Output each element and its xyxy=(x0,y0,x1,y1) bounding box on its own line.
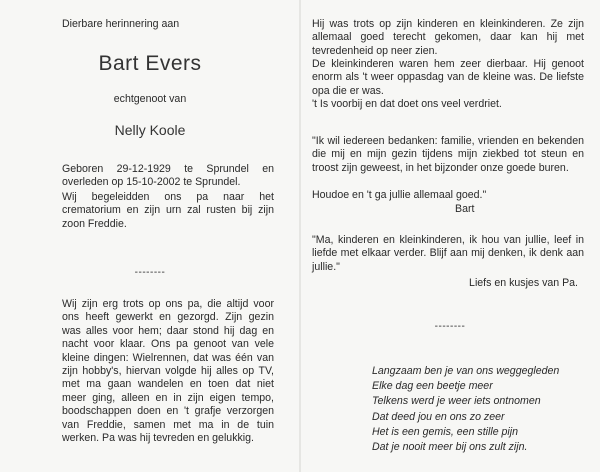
intro-text: Dierbare herinnering aan xyxy=(62,18,180,30)
separator-left: -------- xyxy=(134,267,166,278)
birth-death-text: Geboren 29-12-1929 te Sprundel en overleden op 15-10-2002 te Sprundel. xyxy=(62,163,274,189)
life-story-text: Wij zijn erg trots op ons pa, die altijd voor ons heeft gewerkt en gezorgd. Zijn gezin was alles voor hem; daar stond hij dag en nacht voor klaar. Ons pa genoot van vele kleine dingen: Wielrennen, dat was één van zijn hobby's, hiervan volgde hij alles op TV, met ma gaan wandelen en toen dat niet meer ging, alleen en in zijn eigen tempo, boodschappen doen en 't grafje verzorgen van Freddie, samen met ma in de tuin werken. Pa was hij tevreden en gelukkig. xyxy=(62,298,274,445)
thanks-quote: "Ik wil iedereen bedanken: familie, vrienden en bekenden die mij en mijn gezin tijdens mijn ziekbed tot steun en troost zijn geweest, in het bijzonder onze goede buren. xyxy=(312,135,584,174)
poem-line: Elke dag een beetje meer xyxy=(372,380,493,393)
poem-line: Dat je nooit meer bij ons zult zijn. xyxy=(372,441,528,454)
deceased-name: Bart Evers xyxy=(98,52,202,75)
burial-text: Wij begeleidden ons pa naar het crematorium en zijn urn zal rusten bij zijn zoon Freddie. xyxy=(62,191,274,230)
poem xyxy=(372,364,559,455)
poem-line: Langzaam ben je van ons weggegleden xyxy=(372,365,560,377)
separator-right: -------- xyxy=(434,321,466,332)
pride-paragraph: Hij was trots op zijn kinderen en kleinkinderen. Ze zijn allemaal goed terecht gekomen, daar kan hij met tevredenheid op neer zien. xyxy=(312,18,584,57)
poem-line: Het is een gemis, een stille pijn xyxy=(372,425,519,438)
relation-text: echtgenoot van xyxy=(113,93,187,105)
spouse-name: Nelly Koole xyxy=(114,122,186,138)
family-quote: "Ma, kinderen en kleinkinderen, ik hou van jullie, leef in liefde met elkaar verder. Blijf aan mij denken, ik denk aan jullie." xyxy=(312,234,584,273)
right-page xyxy=(300,0,600,472)
poem-line: Telkens werd je weer iets ontnomen xyxy=(372,395,541,408)
sorrow-line: 't Is voorbij en dat doet ons veel verdriet. xyxy=(312,98,502,110)
poem-line: Dat deed jou en ons zo zeer xyxy=(372,410,505,423)
signature-pa: Liefs en kusjes van Pa. xyxy=(469,277,578,289)
farewell-line: Houdoe en 't ga jullie allemaal goed." xyxy=(312,189,487,201)
signature-bart: Bart xyxy=(455,203,475,215)
grandchildren-paragraph: De kleinkinderen waren hem zeer dierbaar. Hij genoot enorm als 't weer oppasdag van de kleine was. De liefste opa die er was. xyxy=(312,58,584,97)
